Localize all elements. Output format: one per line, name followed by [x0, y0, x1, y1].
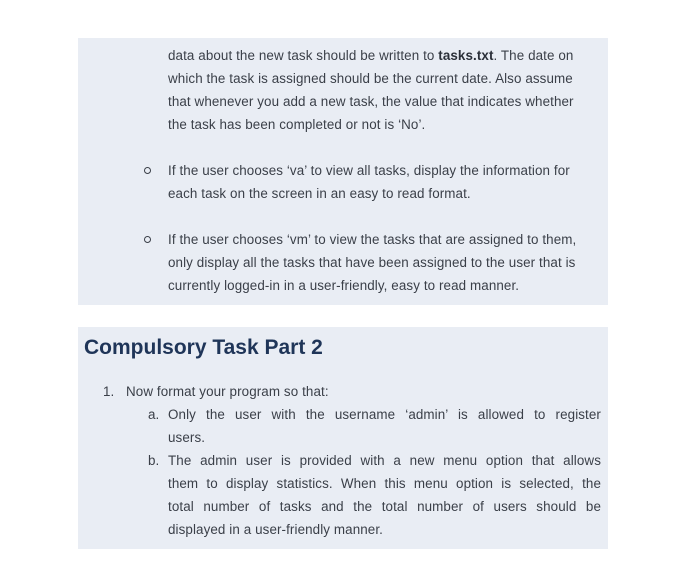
- bullet-va-line: each task on the screen in an easy to read format.: [168, 186, 471, 201]
- text-span: . The date on: [493, 48, 574, 63]
- section-heading: Compulsory Task Part 2: [84, 336, 323, 359]
- bullet-vm-line: only display all the tasks that have been assigned to the user that is: [168, 255, 576, 270]
- bullet-vm-line: If the user chooses ‘vm’ to view the tasks that are assigned to them,: [168, 232, 577, 247]
- filename-bold: tasks.txt: [438, 48, 494, 63]
- task-part1-continued-panel: [78, 38, 608, 305]
- bullet-vm-line: currently logged-in in a user-friendly, easy to read manner.: [168, 278, 520, 293]
- sub-item-b-line: The admin user is provided with a new menu option that allows: [168, 453, 601, 468]
- paragraph-line: that whenever you add a new task, the value that indicates whether: [168, 94, 574, 109]
- bullet-va-line: If the user chooses ‘va’ to view all tasks, display the information for: [168, 163, 570, 178]
- sub-item-b-line: total number of tasks and the total number of users should be: [168, 499, 601, 514]
- sub-item-b-line: them to display statistics. When this menu option is selected, the: [168, 476, 601, 491]
- list-item-text: Now format your program so that:: [126, 384, 329, 399]
- sub-item-marker-b: b.: [148, 453, 160, 468]
- hollow-bullet-icon: [144, 236, 151, 243]
- task-part2-panel: [78, 327, 608, 549]
- paragraph-line: the task has been completed or not is ‘No’.: [168, 117, 426, 132]
- text-span: data about the new task should be written to: [168, 48, 439, 63]
- list-number: 1.: [103, 384, 115, 399]
- paragraph-line: which the task is assigned should be the current date. Also assume: [168, 71, 573, 86]
- sub-item-b-line: displayed in a user-friendly manner.: [168, 522, 383, 537]
- sub-item-marker-a: a.: [148, 407, 160, 422]
- hollow-bullet-icon: [144, 167, 151, 174]
- paragraph-line: [168, 47, 573, 65]
- sub-item-a-line: Only the user with the username ‘admin’ is allowed to register: [168, 407, 601, 422]
- sub-item-a-line: users.: [168, 430, 206, 445]
